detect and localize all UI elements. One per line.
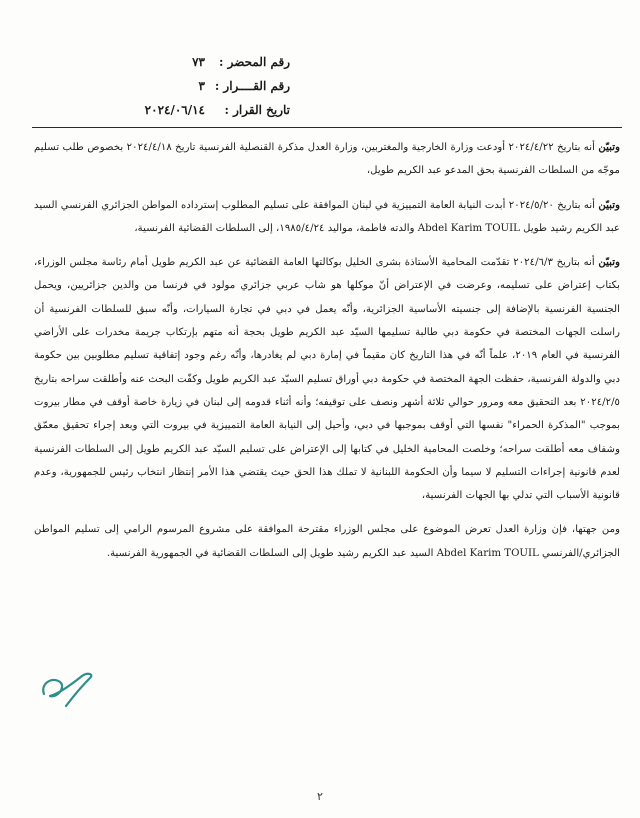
paragraph	[34, 136, 620, 183]
paragraph-text: ومن جهتها، فإن وزارة العدل تعرض الموضوع على مجلس الوزراء مقترحة الموافقة على مشروع المرسوم الرامي إلى تسليم المواطن الجزائري/الفرنسي Abdel Karim TOUIL السيد عبد الكريم رشيد طويل إلى السلطات القضائية في الجمهورية الفرنسية.	[34, 524, 620, 559]
paragraph-text: أنه بتاريخ ٢٠٢٤/٥/٢٠ أبدت النيابة العامة التمييزية في لبنان الموافقة على تسليم المطلوب إسترداده المواطن الجزائري الفرنسي السيد عبد الكريم رشيد طويل Abdel Karim TOUIL والدته فاطمة، مواليد ١٩٨٥/٤/٢٤، إلى السلطات القضائية الفرنسية،	[34, 199, 620, 234]
paragraph-text: أنه بتاريخ ٢٠٢٤/٦/٣ تقدّمت المحامية الأستاذة بشرى الخليل بوكالتها العامة القضائية عن عبد الكريم طويل أمام رئاسة مجلس الوزراء، بكتاب إعتراض على تسليمه، وعرضت في الإعتراض أنّ موكلها هو شاب عربي جزائري مولود في فرنسا من والدين جزائريين، ويحمل الجنسية الفرنسية بالإضافة إلى جنسيته الأساسية الجزائرية، وأنّه يعمل في دبي في تجارة السيارات، وأنّه سبق للسلطات الفرنسية أن راسلت الجهات المختصة في حكومة دبي طالبة تسليمها السيّد عبد الكريم طويل بحجة أنه متهم بإرتكاب جريمة مخدرات على الأراضي الفرنسية في العام ٢٠١٩، علماً أنّه في هذا التاريخ كان مقيماً في إمارة دبي لم يغادرها، وأنّه رغم وجود إتفاقية تسليم مطلوبين بين حكومة دبي والدولة الفرنسية، حفظت الجهة المختصة في حكومة دبي أوراق تسليم السيّد عبد الكريم طويل وكفّت البحث عنه وأطلقت سراحه بتاريخ ٢٠٢٤/٢/٥ بعد التحقيق معه ومرور حوالي ثلاثة أشهر ونصف على توقيفه؛ وأنه أثناء قدومه إلى لبنان في زيارة خاصة أوقف في مطار بيروت بموجب "المذكرة الحمراء" نفسها التي أوقف بموجبها في دبي، وأحيل إلى النيابة العامة التمييزية في بيروت التي وبعد إجراء تحقيق معمّق وشفاف معه أطلقت سراحه؛ وخلصت المحامية الخليل في كتابها إلى الإعتراض على تسليم السيّد عبد الكريم طويل إلى السلطات الفرنسية لعدم قانونية إجراءات التسليم لا سيما وأن الحكومة اللبنانية لا تملك هذا الحق حيث يقتضي هذا الأمر إنتظار انتخاب رئيس للجمهورية، وعدم قانونية الأسباب التي تدلي بها الجهات الفرنسية،	[34, 257, 620, 502]
paragraph	[34, 194, 620, 241]
record-number-label: رقم المحضر :	[218, 55, 290, 69]
record-number-row	[95, 50, 290, 74]
header-divider	[32, 127, 622, 128]
paragraph-text: أنه بتاريخ ٢٠٢٤/٤/٢٢ أودعت وزارة الخارجية والمغتربين، وزارة العدل مذكرة القنصلية الفرنسية تاريخ ٢٠٢٤/٤/١٨ بخصوص طلب تسليم موجّه من السلطات الفرنسية بحق المدعو عبد الكريم طويل،	[34, 142, 620, 177]
handwritten-signature	[38, 664, 98, 712]
paragraph	[34, 251, 620, 507]
decision-date-label: تاريخ القرار :	[224, 103, 290, 117]
paragraph-lead: وتبيّن	[598, 141, 620, 153]
paragraph-lead: وتبيّن	[598, 198, 620, 211]
decision-header	[95, 50, 290, 122]
record-number-value: ٧٣	[192, 55, 205, 69]
decision-number-value: ٣	[198, 79, 205, 93]
page-number: ٢	[317, 790, 323, 803]
paragraph	[34, 518, 620, 565]
paragraph-lead: وتبيّن	[598, 256, 621, 269]
decision-date-row	[95, 98, 290, 122]
decision-number-row	[95, 74, 290, 98]
decision-date-value: ٢٠٢٤/٠٦/١٤	[144, 103, 205, 117]
decision-number-label: رقم القــــرار :	[214, 79, 290, 93]
document-body	[34, 136, 620, 576]
